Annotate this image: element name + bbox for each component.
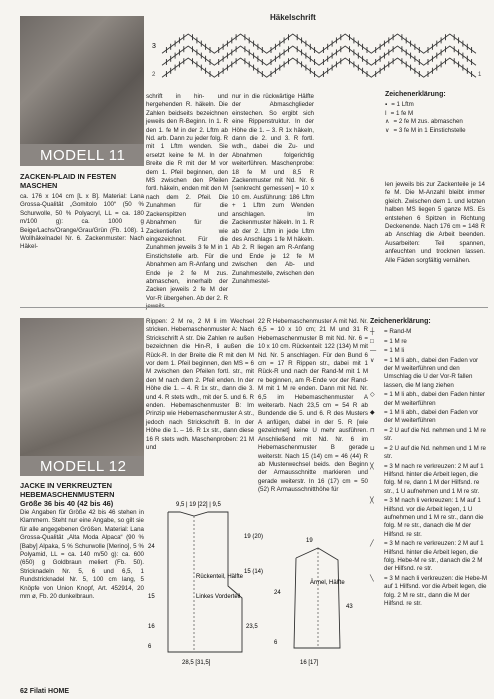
page-footer: 62 Filati HOME [20,688,70,695]
crochet-chart-title: Häkelschrift [270,13,316,22]
legend-bottom-item [370,497,488,539]
legend-bottom-item-text: = 2 U auf die Nd. nehmen und 1 M re str. [384,444,486,461]
schematic-dim: 28,5 [31,5] [182,660,211,666]
stitch-symbol-icon: ┼ [370,328,375,336]
legend-bottom [370,318,488,688]
legend-bottom-item-text: = 3 M nach re verkreuzen: 2 M auf 1 Hilfsnd. hinter die Arbeit legen, die folg. Hebe-M re str., danach die 2 M der Hilfsnd. re str. [384,540,484,573]
legend-bottom-item [370,328,488,336]
model-12-label: MODELL 12 [20,456,144,476]
legend-bottom-item [370,540,488,574]
model-11-col1: ca. 176 x 104 cm [L x B]. Material: Lana Grossa-Qualität „Gomitolo 100“ (50 % Schurwolle, 50 % Polyacryl, LL = ca. 180 m/100 g): ca. 1000 g Beige/Lachs/Orange/Grau/Grün (Fb. 108). 1 Wollhäkelnadel Nr. 6. Zackenmuster: Nach Häkel- [20,193,144,251]
model-11-col3: nur in die rückwärtige Hälfte der Abmaschglieder einstechen. So ergibt sich eine Rippenstruktur. In der Höhe die 1. – 3. R 1x häkeln, dann die 2. und 3. R fortl. wdh., dabei die Zu- und Abnahmen folgerichtig weiterführen. Maschenprobe: 18 fe M und 8,5 R Zackenmuster mit Nd. Nr. 6 [senkrecht gemessen] = 10 x 10 cm. Ausführung: 186 Lftm + 1 Lftm zum Wenden anschlagen. Im Zackenmuster häkeln. In 1. R ab der 2. Lftm in jede Lftm des Anschlags 1 fe M häkeln. Ab 2. R liegen am R-Anfang und Ende je 12 fe M zwischen den Ab- und Zunahmestelle, zwischen den Zunahmestel- [232,93,314,285]
legend-bottom-title: Zeichenerklärung: [370,318,431,325]
schematic-top-dims: 9,5 | 19 [22] | 9,5 [176,502,221,508]
sleeve-label: Ärmel, Hälfte [310,580,345,586]
legend-bottom-item-text: = 1 M li abh., dabei den Faden vor der M weiterführen [384,409,479,425]
svg-text:2: 2 [152,72,156,78]
stitch-symbol-icon: ◇ [370,391,375,399]
section-divider [20,307,488,308]
model-11-title: ZACKEN-PLAID IN FESTEN MASCHEN [20,172,117,190]
sleeve-dim: 43 [346,604,353,610]
stitch-symbol-icon: ╱ [370,540,374,548]
chain-stitch-icon: ▪ [385,101,388,109]
model-11-col2: schrift in hin- und hergehenden R. häkeln. Die Zahlen beidseits bezeichnen jeweils den R-Beginn. In 1. R den 1. fe M in der 2. Lftm ab Nd. arb. Dann zu jeder folg. R mit 1 Lftm wenden. Sie ersetzt keine fe M. In der Breite die R mit der M vor dem 1. Pfeil beginnen, den MS zwischen den Pfeilen fortl. häkeln, enden mit den M nach dem 2. Pfeil. Die Zunahmen für die Zackenspitzen und Abnahmen für die Zackentiefen wie eingezeichnet. Für die Zunahmen jeweils 3 fe M in 1 Einstichstelle arb. Für die Abnahmen am R-Anfang und Ende je 2 fe M zus. abmaschen, innerhalb der Zacken jeweils 2 fe M der Vor-R übergehen. Ab der 2. R [146,93,228,302]
sleeve-dim: 16 [17] [300,660,319,666]
legend-top [385,91,485,135]
stitch-symbol-icon: ╳ [370,462,374,470]
model-12-col3: 22 R Hebemaschenmuster A mit Nd. Nr. 6,5 = 10 x 10 cm; 21 M und 31 R Hebemaschenmuster B mit Nd. Nr. 6 = 10 x 10 cm. Rückenteil: 122 (134) M mit Nd. Nr. 5 anschlagen. Für den Bund 6 cm = 17 R Rippen str., dabei mit 1 Rück-R und nach der Rand-M mit 1 M re beginnen, am R-Ende vor der Rand-M mit 1 M re enden. Dann mit Nd. Nr. 6,5 im Hebemaschenmuster A weiterarb. Nach 23,5 cm = 54 R ab Bundende die 5. und 6. R des Musters A anfügen, dabei in der 5. R [wie gezeichnet] keine U mehr ausführen. Anschließend mit Nd. Nr. 6 im Hebemaschenmuster B gerade weiterstr. Nach 15 (14) cm = 46 (44) R ab Musterwechsel beids. den Beginn der Armausschnitte markieren und gerade weiterstr. In 16 (17) cm = 50 (52) R Armausschnitthöhe für [258,318,368,494]
stitch-symbol-icon: ╲ [370,574,374,582]
legend-bottom-item [370,427,488,444]
legend-bottom-item [370,463,488,497]
model-11-label: MODELL 11 [20,144,144,166]
legend-bottom-item [370,391,488,408]
legend-bottom-item-text: = Rand-M [384,328,412,336]
legend-bottom-item-text: = 1 M li [384,347,405,355]
legend-bottom-item [370,575,488,609]
model-12-size: Größe 36 bis 40 (42 bis 46) [20,499,114,508]
legend-bottom-item [370,445,488,462]
legend-bottom-item [370,357,488,391]
legend-bottom-item-text: = 1 M re [384,337,407,345]
legend-top-item: = 2 fe M zus. abmaschen [393,118,463,126]
legend-bottom-item-text: = 3 M nach li verkreuzen: 1 M auf 1 Hilfsnd. vor die Arbeit legen, 1 U aufnehmen und 1 M re str., dann die folg. M re str., danach die M der Hilfsnd. re str. [384,497,484,538]
stitch-symbol-icon: ◆ [370,409,375,417]
schematic-dim: 15 [148,594,155,600]
schematic-dim: 23,5 [246,624,258,630]
legend-top-item: = 1 fe M [390,109,414,117]
model-12-col1: Die Angaben für Größe 42 bis 46 stehen in Klammern. Steht nur eine Angabe, so gilt sie für alle angegebenen Größen. Material: Lana Grossa-Qualität „Alta Moda Alpaca“ (90 % [Baby] Alpaka, 5 % Schurwolle [Merino], 5 % Polyamid, LL = ca. 140 m/50 g): ca. 600 (650) g Goldbraun meliert (Fb. 50). Stricknadeln Nr. 5, 6 und 6,5, 1 Rundstricknadel Nr. 5, 100 cm lang, 5 Knöpfe von Union Knopf, Art. 452914, 20 mm ø, Fb. 20 dunkelbraun. [20,509,144,601]
legend-bottom-item-text: = 1 M li abh., dabei den Faden vor der M weiterführen und den Umschlag die U der Vor-R fallen lassen, die M lang ziehen [384,356,479,389]
sleeve-dim: 24 [274,590,281,596]
legend-bottom-item [370,409,488,426]
stitch-symbol-icon: ⊓ [370,426,375,434]
legend-top-item: = 1 Lftm [391,101,414,109]
schematic-label-front: Linkes Vorderteil [196,594,241,600]
single-crochet-icon: ǀ [385,109,387,117]
chart-row-label: 3 [152,43,156,50]
schematic-dim: 15 (14) [244,569,264,575]
legend-top-title: Zeichenerklärung: [385,91,446,98]
stitch-symbol-icon: — [370,347,377,355]
decrease-icon: ∧ [385,118,390,126]
back-front-schematic [146,498,264,668]
schematic-dim: 24 [148,544,155,550]
legend-bottom-item-text: = 3 M nach li verkreuzen: die Hebe-M auf 1 Hilfsnd. vor die Arbeit legen, die folg. 2 M re str., dann die M der Hilfsnd. re str. [384,574,488,607]
schematic-dim: 19 (20) [244,534,264,540]
stitch-symbol-icon: ⊔ [370,444,375,452]
schematic-dim: 6 [148,644,152,650]
legend-top-item: = 3 fe M in 1 Einstichstelle [393,126,466,134]
legend-bottom-item-text: = 3 M nach re verkreuzen: 2 M auf 1 Hilfsnd. hinter die Arbeit legen, die folg. M re, dann 1 M der Hilfsnd. re str., 1 U aufnehmen und 1 M re str. [384,462,484,495]
increase-icon: ∨ [385,126,390,134]
model-12-col2: Rippen: 2 M re, 2 M li im Wechsel stricken. Hebemaschenmuster A: Nach Strickschrift A str. Die Zahlen re außen bezeichnen die Hin-R, li außen die Rück-R. In der Breite die R mit den M vor dem 1. Pfeil beginnen, den MS = 6 M zwischen den Pfeilen fortl. str., mit den M nach dem 2. Pfeil enden. In der Höhe die 1. – 4. R 1x str., dann die 3. und 4. R stets wdh., mit der 5. und 6. R enden. Hebemaschenmuster B: Im Prinzip wie Hebemaschenmuster A str., jedoch nach Strickschrift B. In der Höhe die 1. – 16. R 1x str., dann diese 16 R stets wdh. Maschenproben: 21 M und [146,318,254,452]
legend-bottom-item-text: = 2 U auf die Nd. nehmen und 1 M re str. [384,426,486,443]
stitch-symbol-icon: ∨ [370,356,375,364]
stitch-symbol-icon: □ [370,337,374,345]
sleeve-dim: 6 [274,640,278,646]
model-11-col4: len jeweils bis zur Zackenteile je 14 fe M. Die M-Anzahl bleibt immer gleich. Zwischen dem 1. und letzten halben MS liegen 5 ganze MS. Es entstehen 6 Spitzen in Richtung Deckenende. Nach 176 cm = 148 R ab Anschlag die Arbeit beenden. Ausarbeiten: Teil spannen, anfeuchten und trocknen lassen. Alle Fäden sorgfältig vernähen. [385,181,485,264]
schematic-dim: 16 [148,624,155,630]
legend-bottom-item [370,338,488,346]
sleeve-dim: 19 [306,538,313,544]
svg-text:1: 1 [478,72,482,78]
sleeve-schematic [266,498,372,668]
model-12-photo [20,318,144,456]
crochet-chart [146,24,488,86]
legend-bottom-item-text: = 1 M li abh., dabei den Faden hinter der M weiterführen [384,391,485,407]
model-12-title: JACKE IN VERKREUZTEN HEBEMASCHENMUSTERN [20,481,115,499]
legend-bottom-item [370,347,488,355]
stitch-symbol-icon: ╳ [370,497,374,505]
model-11-photo [20,16,144,144]
schematic-label-back: Rückenteil, Hälfte [196,574,244,580]
